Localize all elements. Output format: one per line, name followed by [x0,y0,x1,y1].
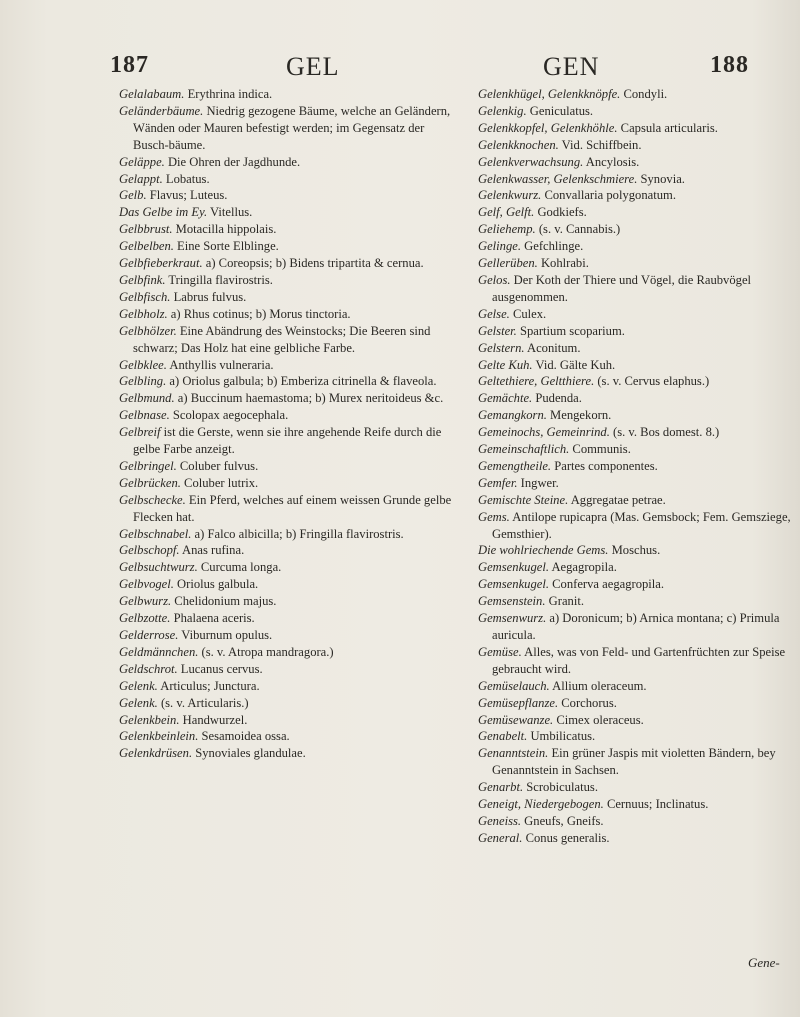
entry-definition: Eine Abändrung des Weinstocks; Die Beeren sind schwarz; Das Holz hat eine gelbliche Farbe. [133,323,431,355]
dictionary-entry [478,593,800,610]
dictionary-entry [478,204,800,221]
entry-term: Gemengtheile. [478,458,552,473]
right-column [478,86,800,847]
entry-term: Gelbling. [119,374,167,389]
dictionary-entry [119,407,454,424]
entry-term: Genarbt. [478,780,524,795]
entry-term: Gemfer. [478,475,518,490]
entry-term: Gelb. [119,188,147,203]
entry-term: Gelbreif [119,425,161,440]
dictionary-entry [119,289,454,306]
entry-term: Gemsenkugel. [478,577,549,592]
entry-term: Gelenkwurz. [478,188,542,203]
entry-term: Gemächte. [478,391,533,406]
entry-definition: Kohlrabi. [537,256,589,271]
entry-definition: (s. v. Cannabis.) [535,222,621,237]
entry-term: Gelderrose. [119,628,179,642]
dictionary-entry [119,238,454,255]
dictionary-entry [119,306,454,323]
dictionary-entry [119,695,454,712]
catchword: Gene- [748,955,780,970]
entry-term: Gelbrücken. [119,475,181,490]
entry-definition: Oriolus galbula. [173,577,259,592]
dictionary-entry [119,745,454,762]
entry-definition: Antilope rupicapra (Mas. Gemsbock; Fem. Gemsziege, Gemsthier). [492,509,791,541]
dictionary-entry [478,678,800,695]
entry-definition: Gneufs, Gneifs. [521,813,604,828]
entry-term: Gemischte Steine. [478,492,569,507]
dictionary-entry [119,678,454,695]
entry-definition: Handwurzel. [179,712,248,727]
entry-definition: Synoviales glandulae. [192,746,306,761]
dictionary-entry [478,255,800,272]
entry-definition: Aconitum. [524,340,581,355]
entry-term: Gelenk. [119,695,158,710]
entry-term: Gelbringel. [119,458,177,473]
dictionary-entry [119,424,454,458]
dictionary-entry [478,830,800,847]
entry-term: General. [478,830,523,845]
entry-term: Geneiss. [478,813,522,828]
running-head-left: GEL [286,52,340,81]
entry-definition: Anthyllis vulneraria. [166,357,274,372]
entry-term: Gemeinochs, Gemeinrind. [478,425,610,440]
dictionary-entry [478,137,800,154]
entry-term: Gelappt. [119,171,163,186]
dictionary-entry [119,373,454,390]
dictionary-entry [478,323,800,340]
entry-definition: Vid. Schiffbein. [558,137,642,152]
entry-term: Gelinge. [478,239,522,254]
entry-term: Gelenkig. [478,103,527,118]
entry-definition: Cernuus; Inclinatus. [603,797,709,812]
entry-definition: Phalaena aceris. [170,611,255,626]
entry-definition: a) Coreopsis; b) Bidens tripartita & cernua. [202,256,424,271]
entry-definition: Aggregatae petrae. [568,492,666,507]
entry-definition: Geniculatus. [526,103,594,118]
dictionary-entry [119,323,454,357]
entry-term: Gelenkverwachsung. [478,154,584,169]
entry-term: Gelstern. [478,340,525,355]
page-number-right: 188 [710,52,749,78]
dictionary-entry [119,154,454,171]
entry-term: Gelte Kuh. [478,357,533,372]
entry-definition: Communis. [569,442,631,457]
entry-definition: Der Koth der Thiere und Vögel, die Raubvögel ausgenommen. [492,272,752,304]
entry-definition: Godkiefs. [534,205,587,220]
entry-term: Gelenkbeinlein. [119,729,199,744]
entry-term: Gelbsuchtwurz. [119,560,198,575]
dictionary-entry [119,475,454,492]
dictionary-entry [119,204,454,221]
entry-definition: (s. v. Atropa mandragora.) [198,644,334,659]
entry-definition: Culex. [509,306,547,321]
dictionary-entry [478,120,800,137]
dictionary-entry [478,712,800,729]
dictionary-entry [119,728,454,745]
dictionary-entry [119,593,454,610]
entry-definition: Umbilicatus. [527,729,596,744]
entry-term: Gemüsepflanze. [478,695,559,710]
dictionary-entry [478,390,800,407]
entry-term: Gellerüben. [478,256,538,271]
dictionary-entry [119,458,454,475]
entry-term: Gelbfieberkraut. [119,256,203,271]
entry-term: Geneigt, Niedergebogen. [478,797,604,812]
dictionary-entry [478,610,800,644]
entry-definition: Die Ohren der Jagdhunde. [164,154,301,169]
entry-definition: Vid. Gälte Kuh. [532,357,616,372]
entry-definition: Ingwer. [517,475,559,490]
page-number-left: 187 [110,52,149,78]
entry-term: Gemsenkugel. [478,560,549,575]
dictionary-entry [119,644,454,661]
entry-term: Genanntstein. [478,746,549,761]
entry-definition: Coluber lutrix. [180,475,259,490]
dictionary-entry [478,813,800,830]
entry-definition: a) Doronicum; b) Arnica montana; c) Primula auricula. [492,611,780,642]
entry-definition: Lobatus. [162,171,210,186]
entry-term: Die wohlriechende Gems. [478,543,609,558]
entry-term: Gelbvogel. [119,577,174,592]
dictionary-entry [478,340,800,357]
entry-definition: Sesamoidea ossa. [198,729,290,744]
entry-definition: Flavus; Luteus. [146,188,228,203]
dictionary-entry [119,221,454,238]
entry-term: Geltethiere, Geltthiere. [478,374,595,389]
entry-term: Gelbbrust. [119,222,173,237]
dictionary-entry [119,576,454,593]
entry-term: Gelbschopf. [119,543,180,558]
entry-definition: Gefchlinge. [521,239,584,254]
dictionary-entry [119,390,454,407]
entry-definition: (s. v. Cervus elaphus.) [594,374,710,389]
entry-term: Gems. [478,509,510,524]
entry-definition: Cimex oleraceus. [553,712,644,727]
dictionary-entry [119,661,454,678]
entry-definition: (s. v. Bos domest. 8.) [609,425,720,440]
entry-term: Gelbzotte. [119,611,171,626]
dictionary-entry [119,187,454,204]
entry-definition: Labrus fulvus. [170,289,247,304]
dictionary-entry [478,154,800,171]
dictionary-entry [478,458,800,475]
entry-definition: Anas rufina. [179,543,245,558]
entry-definition: Eine Sorte Elblinge. [173,239,279,254]
entry-term: Gelenkkopfel, Gelenkhöhle. [478,120,618,135]
entry-term: Geländerbäume. [119,103,204,118]
entry-term: Gelbnase. [119,408,170,423]
dictionary-entry [478,576,800,593]
entry-definition: Partes componentes. [551,458,658,473]
entry-definition: Conferva aegagropila. [549,577,665,592]
entry-definition: Corchorus. [558,695,617,710]
entry-term: Gemüselauch. [478,678,550,693]
dictionary-entry [478,86,800,103]
entry-definition: Chelidonium majus. [171,594,277,609]
entry-definition: Vitellus. [207,205,253,220]
entry-term: Gemüsewanze. [478,712,554,727]
entry-term: Gelse. [478,306,510,321]
dictionary-entry [478,424,800,441]
entry-definition: Pudenda. [532,391,582,406]
entry-term: Geliehemp. [478,222,536,237]
dictionary-entry [119,272,454,289]
dictionary-entry [119,103,454,154]
entry-definition: Scolopax aegocephala. [169,408,289,423]
entry-term: Gelenk. [119,678,158,693]
entry-term: Gemangkorn. [478,408,547,423]
entry-definition: Allium oleraceum. [549,678,647,693]
entry-term: Gelbhölzer. [119,323,177,338]
dictionary-entry [119,526,454,543]
dictionary-entry [478,745,800,779]
dictionary-entry [478,373,800,390]
dictionary-entry [478,509,800,543]
entry-term: Gelf, Gelft. [478,205,535,220]
entry-term: Gelenkhügel, Gelenkknöpfe. [478,87,621,101]
entry-definition: Ancylosis. [583,154,640,169]
entry-term: Gemsenstein. [478,594,546,609]
entry-definition: Convallaria polygonatum. [541,188,676,203]
dictionary-entry [478,407,800,424]
entry-definition: Articulus; Junctura. [157,678,260,693]
dictionary-entry [478,492,800,509]
dictionary-entry [119,255,454,272]
entry-term: Gelbschnabel. [119,526,192,541]
dictionary-entry [119,542,454,559]
entry-term: Gelenkwasser, Gelenkschmiere. [478,171,638,186]
entry-term: Das Gelbe im Ey. [119,205,208,220]
entry-term: Genabelt. [478,729,528,744]
entry-term: Gelbklee. [119,357,167,372]
dictionary-entry [478,728,800,745]
entry-term: Gelos. [478,272,511,287]
entry-definition: Ein Pferd, welches auf einem weissen Grunde gelbe Flecken hat. [133,492,452,524]
entry-term: Geldschrot. [119,661,178,676]
dictionary-entry [478,272,800,306]
dictionary-entry [478,221,800,238]
dictionary-entry [119,627,454,644]
entry-definition: Conus generalis. [522,830,610,845]
dictionary-entry [478,644,800,678]
entry-term: Gelbfink. [119,272,166,287]
entry-term: Gelenkbein. [119,712,180,727]
dictionary-entry [478,103,800,120]
dictionary-entry [119,86,454,103]
entry-definition: Lucanus cervus. [177,661,263,676]
entry-definition: Granit. [545,594,584,609]
entry-term: Geläppe. [119,154,165,169]
dictionary-entry [478,171,800,188]
dictionary-entry [478,475,800,492]
entry-definition: Condyli. [620,87,668,101]
entry-definition: Niedrig gezogene Bäume, welche an Geländern, Wänden oder Mauren befestigt werden; im Gegensatz der Busch-bäume. [133,103,451,152]
dictionary-entry [478,306,800,323]
entry-term: Gelalabaum. [119,87,185,101]
running-head-right: GEN [543,52,600,81]
dictionary-entry [478,695,800,712]
entry-definition: a) Falco albicilla; b) Fringilla flavirostris. [191,526,404,541]
entry-term: Geldmännchen. [119,644,199,659]
entry-definition: Moschus. [608,543,661,558]
entry-definition: Viburnum opulus. [178,628,273,642]
dictionary-entry [478,779,800,796]
dictionary-entry [119,559,454,576]
entry-term: Gemüse. [478,644,522,659]
entry-definition: Aegagropila. [549,560,617,575]
entry-definition: ist die Gerste, wenn sie ihre angehende Reife durch die gelbe Farbe anzeigt. [133,425,442,457]
entry-term: Gelbelben. [119,239,174,254]
entry-definition: a) Buccinum haemastoma; b) Murex neritoideus &c. [174,391,444,406]
entry-definition: Mengekorn. [546,408,612,423]
entry-definition: Erythrina indica. [184,87,273,101]
entry-definition: Spartium scoparium. [516,323,625,338]
dictionary-entry [119,610,454,627]
left-column [119,86,454,762]
entry-term: Gelbholz. [119,306,168,321]
dictionary-entry [478,238,800,255]
dictionary-entry [478,559,800,576]
entry-definition: Scrobiculatus. [523,780,598,795]
entry-definition: (s. v. Articularis.) [157,695,249,710]
entry-definition: Curcuma longa. [197,560,282,575]
entry-term: Gelenkdrüsen. [119,746,193,761]
entry-term: Gelenkknochen. [478,137,559,152]
dictionary-entry [119,357,454,374]
entry-definition: Tringilla flavirostris. [165,272,273,287]
entry-definition: Synovia. [637,171,685,186]
entry-term: Gemsenwurz. [478,611,547,626]
dictionary-entry [478,187,800,204]
entry-definition: Capsula articularis. [617,120,718,135]
dictionary-entry [478,796,800,813]
dictionary-entry [478,357,800,374]
dictionary-entry [478,542,800,559]
entry-term: Gemeinschaftlich. [478,442,570,457]
entry-definition: Alles, was von Feld- und Gartenfrüchten zur Speise gebraucht wird. [492,644,786,676]
entry-definition: Ein grüner Jaspis mit violetten Bändern, bey Genanntstein in Sachsen. [492,746,776,778]
dictionary-entry [119,171,454,188]
entry-term: Gelbwurz. [119,594,172,609]
entry-definition: Coluber fulvus. [176,458,259,473]
dictionary-entry [119,492,454,526]
entry-definition: Motacilla hippolais. [172,222,277,237]
entry-term: Gelbmund. [119,391,175,406]
entry-term: Gelbschecke. [119,492,186,507]
entry-term: Gelbfisch. [119,289,171,304]
entry-definition: a) Oriolus galbula; b) Emberiza citrinella & flaveola. [166,374,437,389]
entry-term: Gelster. [478,323,517,338]
entry-definition: a) Rhus cotinus; b) Morus tinctoria. [167,306,351,321]
dictionary-entry [478,441,800,458]
dictionary-entry [119,712,454,729]
